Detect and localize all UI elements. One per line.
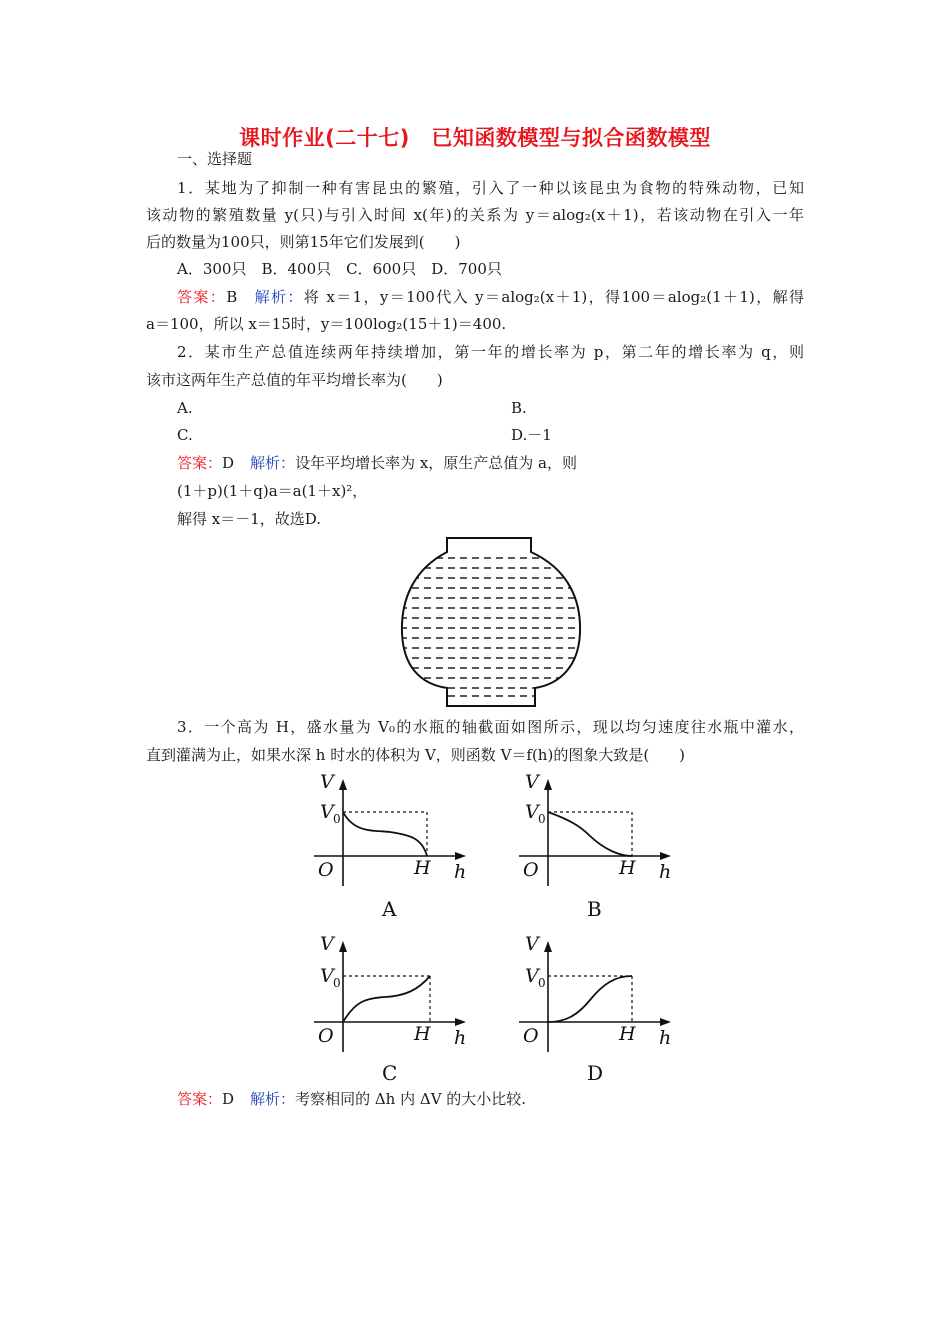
section-heading: 一、选择题 xyxy=(177,150,253,168)
graph-option-b xyxy=(515,768,675,924)
graph-d-origin-label: O xyxy=(523,1025,539,1047)
graph-a-h-axis-label: h xyxy=(454,861,467,883)
q3-answer-label: 答案： xyxy=(177,1090,223,1108)
q1-answer-value: B xyxy=(226,288,238,306)
graph-c-origin-label: O xyxy=(318,1025,334,1047)
graph-b-v0-subscript: 0 xyxy=(538,812,546,826)
q2-option-c: C. xyxy=(177,426,193,444)
graph-a-v-axis-label: V xyxy=(320,771,334,793)
q2-stem-line2: 该市这两年生产总值的年平均增长率为( ) xyxy=(146,371,443,389)
q1-stem-line2: 该动物的繁殖数量 y(只)与引入时间 x(年)的关系为 y＝alog₂(x＋1)，若该动物在引入一年 xyxy=(146,206,804,224)
q3-analysis-label: 解析： xyxy=(250,1090,296,1108)
graph-b-caption: B xyxy=(587,897,602,921)
q2-option-d: D.－1 xyxy=(511,426,552,444)
graph-d-v0-label: V xyxy=(525,965,539,987)
q2-stem-line1: 2．某市生产总值连续两年持续增加，第一年的增长率为 p，第二年的增长率为 q，则 xyxy=(177,343,804,361)
q1-analysis-line2: a＝100，所以 x＝15时，y＝100log₂(15＋1)＝400. xyxy=(146,315,507,333)
page-title: 课时作业(二十七) 已知函数模型与拟合函数模型 xyxy=(239,126,711,150)
q3-answer-value: D xyxy=(222,1090,235,1108)
graph-d-h-mark: H xyxy=(619,1023,636,1045)
graph-option-a xyxy=(310,768,470,924)
graph-d-caption: D xyxy=(587,1061,604,1085)
graph-option-c xyxy=(310,930,470,1086)
q2-option-a: A. xyxy=(177,399,193,417)
q3-analysis-text: 考察相同的 Δh 内 ΔV 的大小比较. xyxy=(295,1090,527,1108)
q2-answer-value: D xyxy=(222,454,235,472)
q1-analysis-text: 将 x＝1，y＝100代入 y＝alog₂(x＋1)，得100＝alog₂(1＋1)，解得 xyxy=(303,288,804,306)
graph-c-v-axis-label: V xyxy=(320,933,334,955)
q1-options: A．300只 B．400只 C．600只 D．700只 xyxy=(177,260,502,278)
q2-analysis-line2: (1＋p)(1＋q)a＝a(1＋x)²， xyxy=(177,482,368,500)
graph-c-h-mark: H xyxy=(414,1023,431,1045)
graph-a-h-mark: H xyxy=(414,857,431,879)
graph-a-caption: A xyxy=(382,897,397,921)
graph-a-origin-label: O xyxy=(318,859,334,881)
q1-stem-line1: 1．某地为了抑制一种有害昆虫的繁殖，引入了一种以该昆虫为食物的特殊动物，已知 xyxy=(177,179,804,197)
q3-stem-line1: 3．一个高为 H，盛水量为 V₀的水瓶的轴截面如图所示，现以均匀速度往水瓶中灌水， xyxy=(177,718,804,736)
graph-b-origin-label: O xyxy=(523,859,539,881)
q2-option-b: B. xyxy=(511,399,527,417)
q2-analysis-line3: 解得 x＝－1，故选D. xyxy=(177,510,322,528)
q1-analysis-label: 解析： xyxy=(253,288,304,306)
graph-c-v0-subscript: 0 xyxy=(333,976,341,990)
graph-c-h-axis-label: h xyxy=(454,1027,467,1049)
graph-d-v0-subscript: 0 xyxy=(538,976,546,990)
graph-b-h-axis-label: h xyxy=(659,861,672,883)
graph-b-h-mark: H xyxy=(619,857,636,879)
q2-analysis-text: 设年平均增长率为 x，原生产总值为 a，则 xyxy=(295,454,578,472)
q1-stem-line3: 后的数量为100只，则第15年它们发展到( ) xyxy=(146,233,461,251)
q1-answer-label: 答案： xyxy=(177,288,227,306)
q2-answer-label: 答案： xyxy=(177,454,223,472)
q2-answer-line1 xyxy=(177,452,577,474)
q2-analysis-label: 解析： xyxy=(250,454,296,472)
graph-b-v0-label: V xyxy=(525,801,539,823)
graph-a-v0-label: V xyxy=(320,801,334,823)
q3-stem-line2: 直到灌满为止，如果水深 h 时水的体积为 V，则函数 V＝f(h)的图象大致是( ) xyxy=(146,746,686,764)
graph-a-v0-subscript: 0 xyxy=(333,812,341,826)
q3-answer-line xyxy=(177,1088,526,1110)
graph-option-d xyxy=(515,930,675,1086)
q1-answer-line1 xyxy=(177,286,804,308)
graph-c-caption: C xyxy=(382,1061,398,1085)
graph-c-v0-label: V xyxy=(320,965,334,987)
graph-d-v-axis-label: V xyxy=(525,933,539,955)
graph-d-h-axis-label: h xyxy=(659,1027,672,1049)
graph-b-v-axis-label: V xyxy=(525,771,539,793)
water-bottle-figure xyxy=(400,536,582,708)
